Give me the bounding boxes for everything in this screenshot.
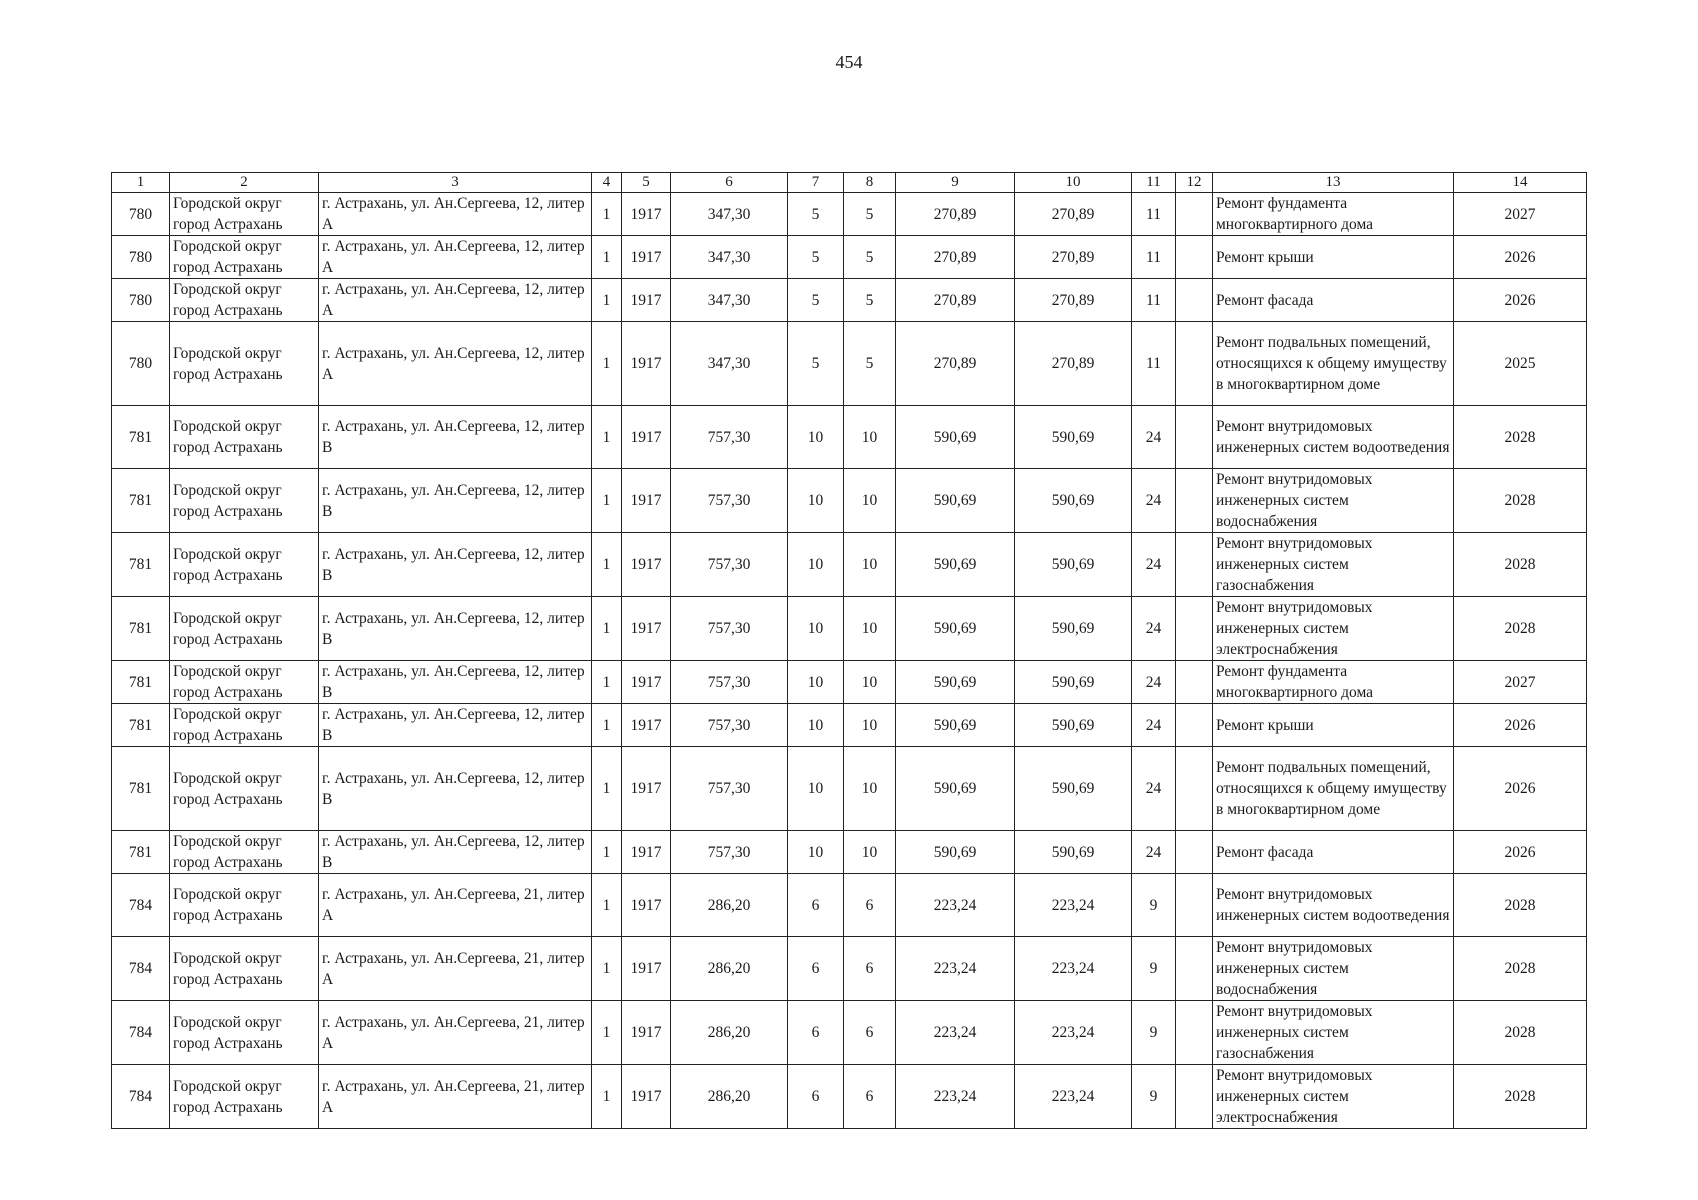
- col4-cell: 1: [592, 1065, 622, 1129]
- col10-cell: 590,69: [1015, 533, 1132, 597]
- build-year-cell: 1917: [622, 406, 671, 469]
- col10-cell: 223,24: [1015, 937, 1132, 1001]
- col4-cell: 1: [592, 279, 622, 322]
- col10-cell: 590,69: [1015, 469, 1132, 533]
- planned-year-cell: 2028: [1454, 597, 1587, 661]
- col9-cell: 270,89: [896, 236, 1015, 279]
- work-type-cell: Ремонт подвальных помещений, относящихся к общему имуществу в многоквартирном доме: [1213, 322, 1454, 406]
- col11-cell: 24: [1132, 704, 1176, 747]
- municipality-cell: Городской округ город Астрахань: [170, 322, 319, 406]
- col8-cell: 6: [844, 874, 896, 937]
- col7-cell: 10: [788, 747, 844, 831]
- total-area-cell: 757,30: [671, 469, 788, 533]
- column-header: 4: [592, 173, 622, 193]
- col7-cell: 10: [788, 469, 844, 533]
- col11-cell: 24: [1132, 831, 1176, 874]
- municipality-cell: Городской округ город Астрахань: [170, 406, 319, 469]
- municipality-cell: Городской округ город Астрахань: [170, 747, 319, 831]
- col12-cell: [1176, 322, 1213, 406]
- total-area-cell: 347,30: [671, 236, 788, 279]
- address-cell: г. Астрахань, ул. Ан.Сергеева, 21, литер А: [319, 874, 592, 937]
- build-year-cell: 1917: [622, 1065, 671, 1129]
- col8-cell: 5: [844, 279, 896, 322]
- col11-cell: 9: [1132, 1001, 1176, 1065]
- col10-cell: 270,89: [1015, 322, 1132, 406]
- planned-year-cell: 2028: [1454, 874, 1587, 937]
- table-row: [112, 1001, 1587, 1065]
- build-year-cell: 1917: [622, 279, 671, 322]
- column-header: 11: [1132, 173, 1176, 193]
- table-row: [112, 831, 1587, 874]
- col4-cell: 1: [592, 747, 622, 831]
- build-year-cell: 1917: [622, 831, 671, 874]
- planned-year-cell: 2028: [1454, 1001, 1587, 1065]
- row-number-cell: 781: [112, 704, 170, 747]
- col12-cell: [1176, 831, 1213, 874]
- table-row: [112, 937, 1587, 1001]
- planned-year-cell: 2028: [1454, 469, 1587, 533]
- build-year-cell: 1917: [622, 236, 671, 279]
- table-row: [112, 322, 1587, 406]
- planned-year-cell: 2028: [1454, 1065, 1587, 1129]
- column-header: 9: [896, 173, 1015, 193]
- col12-cell: [1176, 533, 1213, 597]
- build-year-cell: 1917: [622, 747, 671, 831]
- address-cell: г. Астрахань, ул. Ан.Сергеева, 12, литер В: [319, 661, 592, 704]
- table-row: [112, 874, 1587, 937]
- col12-cell: [1176, 874, 1213, 937]
- col4-cell: 1: [592, 406, 622, 469]
- col12-cell: [1176, 661, 1213, 704]
- col9-cell: 590,69: [896, 661, 1015, 704]
- col12-cell: [1176, 406, 1213, 469]
- col9-cell: 590,69: [896, 533, 1015, 597]
- col9-cell: 223,24: [896, 937, 1015, 1001]
- municipality-cell: Городской округ город Астрахань: [170, 279, 319, 322]
- col7-cell: 6: [788, 874, 844, 937]
- municipality-cell: Городской округ город Астрахань: [170, 1065, 319, 1129]
- col4-cell: 1: [592, 661, 622, 704]
- municipality-cell: Городской округ город Астрахань: [170, 469, 319, 533]
- col8-cell: 5: [844, 193, 896, 236]
- work-type-cell: Ремонт внутридомовых инженерных систем электроснабжения: [1213, 597, 1454, 661]
- table-row: [112, 597, 1587, 661]
- col8-cell: 5: [844, 322, 896, 406]
- address-cell: г. Астрахань, ул. Ан.Сергеева, 21, литер А: [319, 1065, 592, 1129]
- address-cell: г. Астрахань, ул. Ан.Сергеева, 12, литер В: [319, 704, 592, 747]
- planned-year-cell: 2027: [1454, 661, 1587, 704]
- address-cell: г. Астрахань, ул. Ан.Сергеева, 12, литер В: [319, 597, 592, 661]
- column-header: 12: [1176, 173, 1213, 193]
- col8-cell: 10: [844, 406, 896, 469]
- municipality-cell: Городской округ город Астрахань: [170, 1001, 319, 1065]
- col9-cell: 270,89: [896, 322, 1015, 406]
- row-number-cell: 780: [112, 193, 170, 236]
- work-type-cell: Ремонт внутридомовых инженерных систем газоснабжения: [1213, 1001, 1454, 1065]
- col7-cell: 10: [788, 533, 844, 597]
- col10-cell: 223,24: [1015, 874, 1132, 937]
- row-number-cell: 780: [112, 236, 170, 279]
- work-type-cell: Ремонт фасада: [1213, 831, 1454, 874]
- col7-cell: 6: [788, 937, 844, 1001]
- col4-cell: 1: [592, 1001, 622, 1065]
- build-year-cell: 1917: [622, 1001, 671, 1065]
- repair-schedule-table: [111, 172, 1587, 1129]
- planned-year-cell: 2028: [1454, 406, 1587, 469]
- row-number-cell: 780: [112, 279, 170, 322]
- planned-year-cell: 2026: [1454, 279, 1587, 322]
- col9-cell: 223,24: [896, 874, 1015, 937]
- total-area-cell: 286,20: [671, 874, 788, 937]
- col10-cell: 223,24: [1015, 1065, 1132, 1129]
- municipality-cell: Городской округ город Астрахань: [170, 704, 319, 747]
- build-year-cell: 1917: [622, 322, 671, 406]
- municipality-cell: Городской округ город Астрахань: [170, 831, 319, 874]
- col12-cell: [1176, 1065, 1213, 1129]
- col10-cell: 590,69: [1015, 661, 1132, 704]
- planned-year-cell: 2026: [1454, 747, 1587, 831]
- table-row: [112, 236, 1587, 279]
- row-number-cell: 781: [112, 747, 170, 831]
- total-area-cell: 347,30: [671, 193, 788, 236]
- col7-cell: 5: [788, 236, 844, 279]
- total-area-cell: 286,20: [671, 1065, 788, 1129]
- planned-year-cell: 2028: [1454, 937, 1587, 1001]
- work-type-cell: Ремонт крыши: [1213, 704, 1454, 747]
- col12-cell: [1176, 747, 1213, 831]
- row-number-cell: 781: [112, 469, 170, 533]
- work-type-cell: Ремонт подвальных помещений, относящихся к общему имуществу в многоквартирном доме: [1213, 747, 1454, 831]
- col7-cell: 5: [788, 279, 844, 322]
- col9-cell: 590,69: [896, 469, 1015, 533]
- col4-cell: 1: [592, 874, 622, 937]
- col12-cell: [1176, 193, 1213, 236]
- table-row: [112, 747, 1587, 831]
- planned-year-cell: 2028: [1454, 533, 1587, 597]
- total-area-cell: 757,30: [671, 747, 788, 831]
- col8-cell: 10: [844, 597, 896, 661]
- col7-cell: 10: [788, 406, 844, 469]
- table-body: [112, 193, 1587, 1129]
- build-year-cell: 1917: [622, 193, 671, 236]
- work-type-cell: Ремонт внутридомовых инженерных систем водоотведения: [1213, 874, 1454, 937]
- planned-year-cell: 2026: [1454, 704, 1587, 747]
- col8-cell: 10: [844, 661, 896, 704]
- total-area-cell: 757,30: [671, 831, 788, 874]
- col8-cell: 10: [844, 533, 896, 597]
- col9-cell: 270,89: [896, 193, 1015, 236]
- work-type-cell: Ремонт внутридомовых инженерных систем газоснабжения: [1213, 533, 1454, 597]
- column-header: 13: [1213, 173, 1454, 193]
- col11-cell: 9: [1132, 874, 1176, 937]
- col4-cell: 1: [592, 597, 622, 661]
- col10-cell: 590,69: [1015, 704, 1132, 747]
- total-area-cell: 757,30: [671, 406, 788, 469]
- col10-cell: 590,69: [1015, 747, 1132, 831]
- col11-cell: 24: [1132, 747, 1176, 831]
- work-type-cell: Ремонт крыши: [1213, 236, 1454, 279]
- col10-cell: 270,89: [1015, 236, 1132, 279]
- col8-cell: 5: [844, 236, 896, 279]
- total-area-cell: 286,20: [671, 937, 788, 1001]
- page-number: 454: [835, 52, 863, 72]
- build-year-cell: 1917: [622, 937, 671, 1001]
- work-type-cell: Ремонт внутридомовых инженерных систем водоотведения: [1213, 406, 1454, 469]
- row-number-cell: 781: [112, 831, 170, 874]
- row-number-cell: 781: [112, 406, 170, 469]
- col12-cell: [1176, 469, 1213, 533]
- table-row: [112, 193, 1587, 236]
- column-header: 1: [112, 173, 170, 193]
- col10-cell: 590,69: [1015, 831, 1132, 874]
- col7-cell: 10: [788, 704, 844, 747]
- total-area-cell: 757,30: [671, 533, 788, 597]
- planned-year-cell: 2027: [1454, 193, 1587, 236]
- row-number-cell: 784: [112, 1001, 170, 1065]
- column-header: 7: [788, 173, 844, 193]
- col9-cell: 590,69: [896, 747, 1015, 831]
- col11-cell: 9: [1132, 937, 1176, 1001]
- col11-cell: 11: [1132, 236, 1176, 279]
- municipality-cell: Городской округ город Астрахань: [170, 193, 319, 236]
- col9-cell: 590,69: [896, 704, 1015, 747]
- build-year-cell: 1917: [622, 704, 671, 747]
- planned-year-cell: 2025: [1454, 322, 1587, 406]
- col11-cell: 11: [1132, 193, 1176, 236]
- build-year-cell: 1917: [622, 469, 671, 533]
- col11-cell: 24: [1132, 533, 1176, 597]
- col9-cell: 223,24: [896, 1065, 1015, 1129]
- col7-cell: 5: [788, 322, 844, 406]
- column-header: 8: [844, 173, 896, 193]
- column-header: 2: [170, 173, 319, 193]
- col9-cell: 590,69: [896, 831, 1015, 874]
- municipality-cell: Городской округ город Астрахань: [170, 533, 319, 597]
- planned-year-cell: 2026: [1454, 831, 1587, 874]
- address-cell: г. Астрахань, ул. Ан.Сергеева, 12, литер В: [319, 831, 592, 874]
- address-cell: г. Астрахань, ул. Ан.Сергеева, 12, литер В: [319, 469, 592, 533]
- col10-cell: 223,24: [1015, 1001, 1132, 1065]
- address-cell: г. Астрахань, ул. Ан.Сергеева, 12, литер А: [319, 279, 592, 322]
- row-number-cell: 780: [112, 322, 170, 406]
- col4-cell: 1: [592, 533, 622, 597]
- total-area-cell: 347,30: [671, 279, 788, 322]
- col12-cell: [1176, 937, 1213, 1001]
- col4-cell: 1: [592, 831, 622, 874]
- col7-cell: 10: [788, 661, 844, 704]
- total-area-cell: 757,30: [671, 661, 788, 704]
- col4-cell: 1: [592, 236, 622, 279]
- table-header-row: [112, 173, 1587, 193]
- row-number-cell: 784: [112, 1065, 170, 1129]
- table-row: [112, 469, 1587, 533]
- col4-cell: 1: [592, 704, 622, 747]
- address-cell: г. Астрахань, ул. Ан.Сергеева, 21, литер А: [319, 937, 592, 1001]
- column-header: 5: [622, 173, 671, 193]
- work-type-cell: Ремонт фасада: [1213, 279, 1454, 322]
- municipality-cell: Городской округ город Астрахань: [170, 597, 319, 661]
- col4-cell: 1: [592, 322, 622, 406]
- col10-cell: 270,89: [1015, 279, 1132, 322]
- total-area-cell: 757,30: [671, 597, 788, 661]
- municipality-cell: Городской округ город Астрахань: [170, 236, 319, 279]
- col8-cell: 10: [844, 704, 896, 747]
- address-cell: г. Астрахань, ул. Ан.Сергеева, 12, литер А: [319, 322, 592, 406]
- address-cell: г. Астрахань, ул. Ан.Сергеева, 12, литер В: [319, 533, 592, 597]
- total-area-cell: 347,30: [671, 322, 788, 406]
- work-type-cell: Ремонт внутридомовых инженерных систем водоснабжения: [1213, 937, 1454, 1001]
- column-header: 10: [1015, 173, 1132, 193]
- col8-cell: 10: [844, 747, 896, 831]
- col9-cell: 270,89: [896, 279, 1015, 322]
- col12-cell: [1176, 279, 1213, 322]
- work-type-cell: Ремонт фундамента многоквартирного дома: [1213, 193, 1454, 236]
- row-number-cell: 784: [112, 874, 170, 937]
- work-type-cell: Ремонт фундамента многоквартирного дома: [1213, 661, 1454, 704]
- row-number-cell: 781: [112, 533, 170, 597]
- col8-cell: 6: [844, 937, 896, 1001]
- col4-cell: 1: [592, 193, 622, 236]
- col11-cell: 24: [1132, 406, 1176, 469]
- col7-cell: 5: [788, 193, 844, 236]
- row-number-cell: 784: [112, 937, 170, 1001]
- build-year-cell: 1917: [622, 533, 671, 597]
- row-number-cell: 781: [112, 661, 170, 704]
- table-row: [112, 704, 1587, 747]
- col8-cell: 6: [844, 1065, 896, 1129]
- municipality-cell: Городской округ город Астрахань: [170, 874, 319, 937]
- col9-cell: 590,69: [896, 597, 1015, 661]
- municipality-cell: Городской округ город Астрахань: [170, 661, 319, 704]
- col11-cell: 24: [1132, 661, 1176, 704]
- total-area-cell: 757,30: [671, 704, 788, 747]
- table-row: [112, 406, 1587, 469]
- build-year-cell: 1917: [622, 597, 671, 661]
- row-number-cell: 781: [112, 597, 170, 661]
- col8-cell: 10: [844, 831, 896, 874]
- table-row: [112, 661, 1587, 704]
- build-year-cell: 1917: [622, 874, 671, 937]
- col11-cell: 11: [1132, 279, 1176, 322]
- col7-cell: 10: [788, 597, 844, 661]
- address-cell: г. Астрахань, ул. Ан.Сергеева, 12, литер В: [319, 747, 592, 831]
- address-cell: г. Астрахань, ул. Ан.Сергеева, 12, литер А: [319, 193, 592, 236]
- col10-cell: 270,89: [1015, 193, 1132, 236]
- col8-cell: 10: [844, 469, 896, 533]
- col11-cell: 9: [1132, 1065, 1176, 1129]
- address-cell: г. Астрахань, ул. Ан.Сергеева, 21, литер А: [319, 1001, 592, 1065]
- column-header: 3: [319, 173, 592, 193]
- col7-cell: 6: [788, 1001, 844, 1065]
- table-row: [112, 279, 1587, 322]
- col7-cell: 10: [788, 831, 844, 874]
- total-area-cell: 286,20: [671, 1001, 788, 1065]
- table-row: [112, 533, 1587, 597]
- col11-cell: 24: [1132, 469, 1176, 533]
- col4-cell: 1: [592, 469, 622, 533]
- column-header: 14: [1454, 173, 1587, 193]
- col12-cell: [1176, 1001, 1213, 1065]
- address-cell: г. Астрахань, ул. Ан.Сергеева, 12, литер А: [319, 236, 592, 279]
- col9-cell: 590,69: [896, 406, 1015, 469]
- table-row: [112, 1065, 1587, 1129]
- work-type-cell: Ремонт внутридомовых инженерных систем водоснабжения: [1213, 469, 1454, 533]
- address-cell: г. Астрахань, ул. Ан.Сергеева, 12, литер В: [319, 406, 592, 469]
- col12-cell: [1176, 236, 1213, 279]
- work-type-cell: Ремонт внутридомовых инженерных систем электроснабжения: [1213, 1065, 1454, 1129]
- column-header: 6: [671, 173, 788, 193]
- municipality-cell: Городской округ город Астрахань: [170, 937, 319, 1001]
- col10-cell: 590,69: [1015, 406, 1132, 469]
- col7-cell: 6: [788, 1065, 844, 1129]
- col11-cell: 11: [1132, 322, 1176, 406]
- build-year-cell: 1917: [622, 661, 671, 704]
- col9-cell: 223,24: [896, 1001, 1015, 1065]
- col12-cell: [1176, 597, 1213, 661]
- planned-year-cell: 2026: [1454, 236, 1587, 279]
- col8-cell: 6: [844, 1001, 896, 1065]
- col11-cell: 24: [1132, 597, 1176, 661]
- col12-cell: [1176, 704, 1213, 747]
- col10-cell: 590,69: [1015, 597, 1132, 661]
- col4-cell: 1: [592, 937, 622, 1001]
